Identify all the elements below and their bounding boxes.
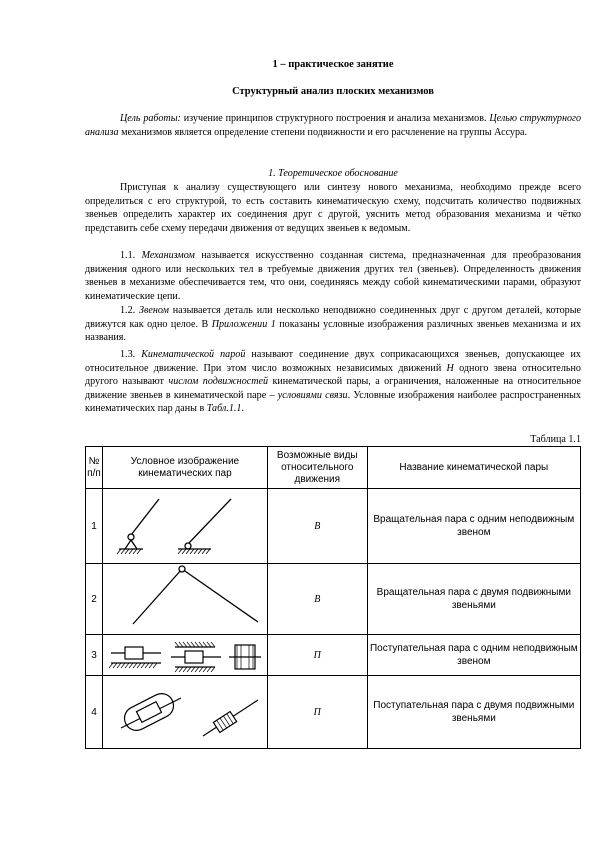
revolute-pair-moving-icon — [103, 564, 267, 634]
row-motion: П — [267, 676, 367, 749]
row-number: 2 — [86, 564, 103, 635]
paragraph-intro: Приступая к анализу существующего или синтезу нового механизма, необходимо прежде всего определиться с его структурой, то есть составить кинематическую схему, подсчитать количество подвижных звеньев определить характер их соединения друг с другой, уяснить метод образования механизма и чётко представить себе схему передачи движения от ведущих звеньев к ведомым. — [85, 182, 581, 234]
row-number: 1 — [86, 489, 103, 564]
p1-num: 1.1. — [120, 250, 142, 261]
row-motion: В — [267, 489, 367, 564]
p1-text: называется искусственно созданная система, предназначенная для преобразования движения одного или нескольких тел в требуемые движения других тел (звеньев). Определенность движения звеньев в механизме обеспечивается тем, что они, соединяясь между собой кинематическими парами, образуют кинематические цепи. — [85, 250, 581, 302]
paragraph-1-2 — [85, 304, 581, 345]
p3-num: 1.3. — [120, 349, 142, 360]
p3-term: Кинематической парой — [141, 349, 246, 360]
kinematic-pairs-table — [85, 446, 581, 749]
table-row — [86, 489, 581, 564]
row-image — [102, 635, 267, 676]
intro-text-1: изучение принципов структурного построения и анализа механизмов. — [180, 113, 490, 124]
p1-term: Механизмом — [141, 250, 195, 261]
p2-text-2: показаны условные изображения различных звеньев механизма и их названия. — [85, 318, 581, 344]
page-title: 1 – практическое занятие — [272, 59, 394, 70]
header-motion: Возможные виды относительного движения — [267, 447, 367, 489]
paragraph-1-3 — [85, 348, 581, 416]
row-image — [102, 676, 267, 749]
page-subtitle: Структурный анализ плоских механизмов — [232, 86, 434, 97]
row-name: Поступательная пара с двумя подвижными звеньями — [367, 676, 580, 749]
row-name: Поступательная пара с одним неподвижным звеном — [367, 635, 580, 676]
p3-text-5: . — [241, 403, 244, 415]
row-image — [102, 564, 267, 635]
p3-text-4: . Условные изображения наиболее распространенных кинематических пар даны в — [85, 389, 581, 415]
p3-term-3: условиями связи — [277, 389, 348, 401]
table-row — [86, 676, 581, 749]
intro-lead-2: Целью структурного анализа — [85, 113, 582, 138]
prismatic-pair-fixed-icon — [103, 635, 267, 675]
p2-num: 1.2. — [120, 305, 139, 316]
header-image: Условное изображение кинематических пар — [102, 447, 267, 489]
intro-text-2: механизмов является определение степени подвижности и его расчленение на группы Ассура. — [118, 126, 528, 138]
table-caption: Таблица 1.1 — [530, 434, 581, 445]
p3-h: H — [446, 362, 454, 374]
p3-ref: Табл.1.1 — [206, 403, 242, 415]
section-title: 1. Теоретическое обоснование — [268, 168, 398, 179]
table-row — [86, 635, 581, 676]
row-name: Вращательная пара с одним неподвижным звеном — [367, 489, 580, 564]
row-name: Вращательная пара с двумя подвижными звеньями — [367, 564, 580, 635]
p3-text-2: одного звена относительно другого называют — [85, 362, 581, 388]
table-row — [86, 564, 581, 635]
header-num: № п/п — [86, 447, 103, 489]
row-number: 3 — [86, 635, 103, 676]
row-motion: В — [267, 564, 367, 635]
row-image — [102, 489, 267, 564]
p3-text-1: называют соединение двух соприкасающихся звеньев, допускающее их относительное движение. При этом число возможных независимых движений — [85, 349, 581, 374]
row-motion: П — [267, 635, 367, 676]
p2-term: Звеном — [138, 305, 169, 316]
p3-text-3: кинематической пары, а ограничения, наложенные на относительное движение звеньев в кинематической паре – — [85, 376, 581, 401]
p2-ref: Приложении 1 — [211, 318, 276, 330]
paragraph-1-1 — [85, 249, 581, 303]
revolute-pair-fixed-icon — [103, 489, 267, 563]
p2-text-1: называется деталь или несколько неподвижно соединенных друг с другом деталей, которые движутся как одно целое. В — [85, 305, 581, 330]
row-number: 4 — [86, 676, 103, 749]
intro-paragraph — [85, 112, 581, 139]
prismatic-pair-moving-icon — [103, 676, 267, 748]
p3-term-2: числом подвижностей — [168, 376, 269, 388]
intro-lead: Цель работы: — [120, 113, 181, 124]
table-header-row — [86, 447, 581, 489]
header-name: Название кинематической пары — [367, 447, 580, 489]
